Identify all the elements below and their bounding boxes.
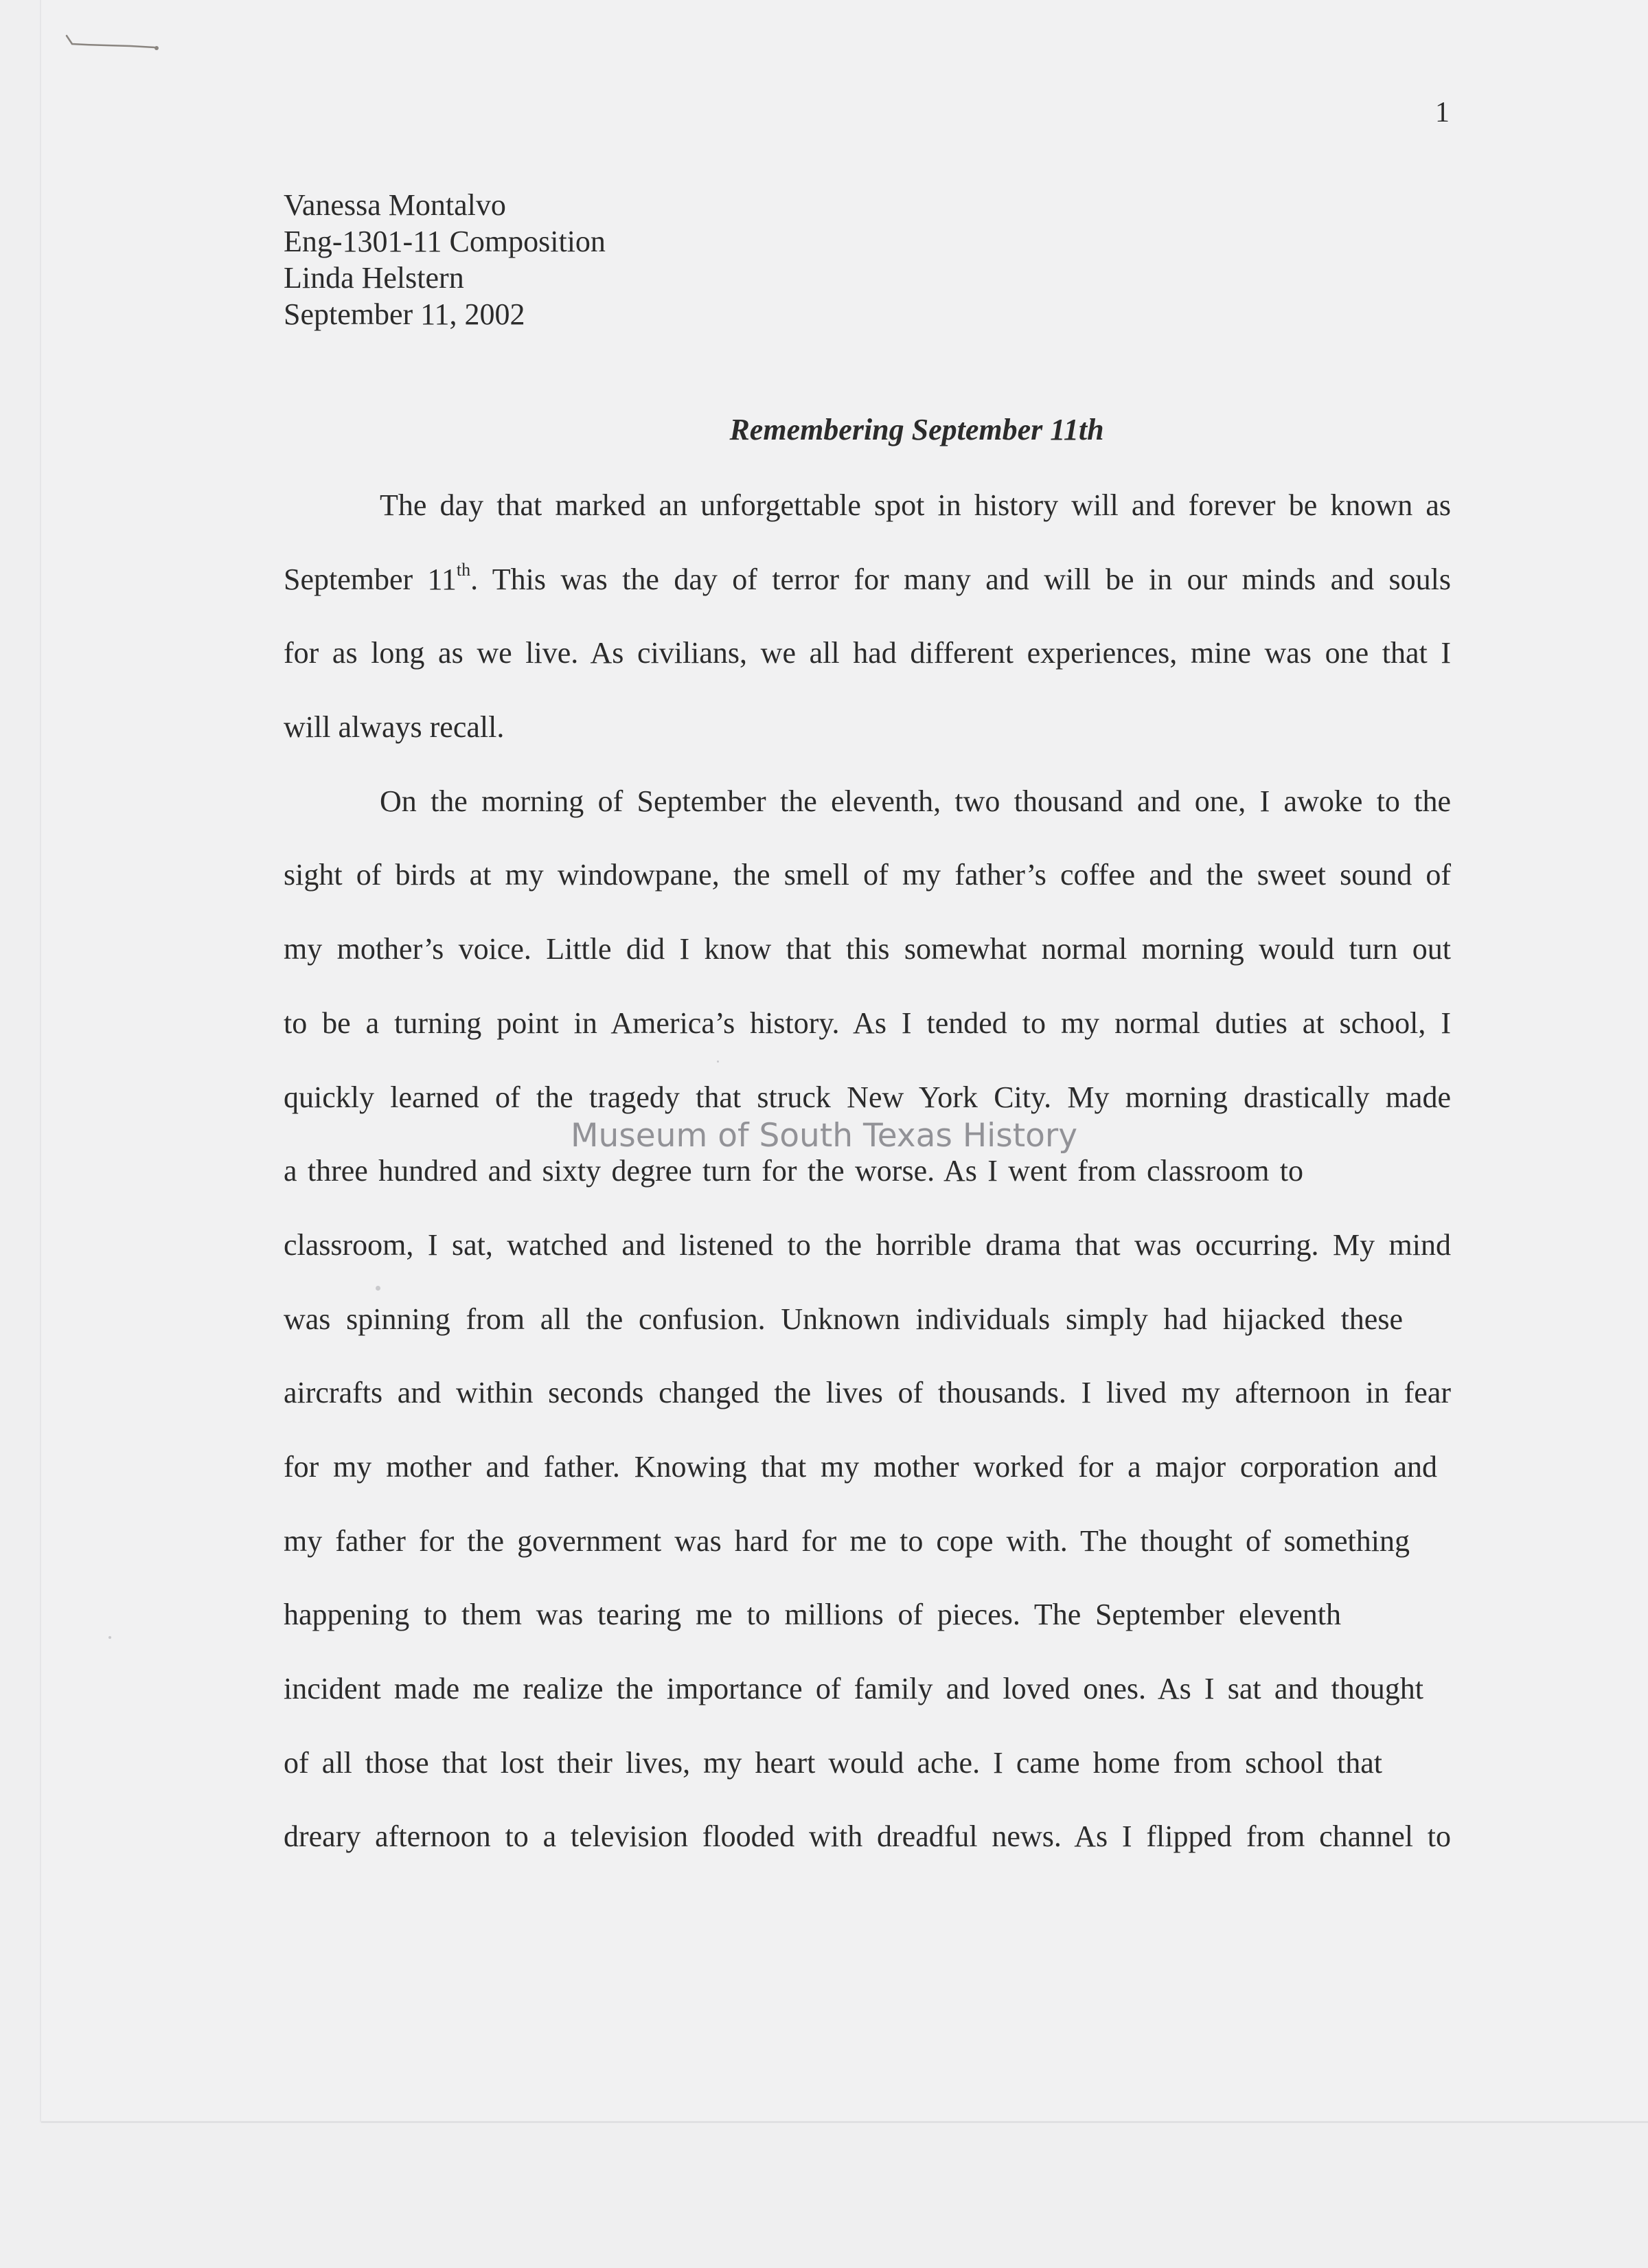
text-line: dreary afternoon to a television flooded with dreadful news. As I flipped from channel to	[284, 1819, 1451, 1854]
text-line: for my mother and father. Knowing that my mother worked for a major corporation and	[284, 1449, 1437, 1484]
text-line: will always recall.	[284, 710, 505, 745]
superscript: th	[456, 559, 471, 580]
text-line: aircrafts and within seconds changed the lives of thousands. I lived my afternoon in fear	[284, 1376, 1451, 1410]
text-line: of all those that lost their lives, my heart would ache. I came home from school that	[284, 1745, 1382, 1780]
text-line: a three hundred and sixty degree turn for the worse. As I went from classroom to	[284, 1154, 1303, 1188]
text-line: was spinning from all the confusion. Unknown individuals simply had hijacked these	[284, 1302, 1403, 1336]
paper-left-edge	[40, 0, 41, 2122]
text-line: On the morning of September the eleventh, two thousand and one, I awoke to the	[380, 784, 1451, 818]
essay-body	[284, 485, 1451, 1890]
text-line	[284, 559, 1451, 633]
text-line: classroom, I sat, watched and listened to the horrible drama that was occurring. My mind	[284, 1227, 1451, 1262]
text-segment: September 11	[284, 562, 457, 596]
text-line: happening to them was tearing me to millions of pieces. The September eleventh	[284, 1598, 1341, 1632]
course-name: Eng-1301-11 Composition	[284, 225, 606, 258]
text-line: to be a turning point in America’s history. As I tended to my normal duties at school, I	[284, 1006, 1451, 1040]
author-name: Vanessa Montalvo	[284, 188, 506, 222]
essay-date: September 11, 2002	[284, 297, 525, 331]
text-line: sight of birds at my windowpane, the smell of my father’s coffee and the sweet sound of	[284, 858, 1451, 892]
text-segment: . This was the day of terror for many and will be in our minds and souls	[470, 562, 1451, 596]
text-line: for as long as we live. As civilians, we all had different experiences, mine was one that I	[284, 636, 1451, 670]
essay-title: Remembering September 11th	[729, 413, 1104, 446]
text-line: quickly learned of the tragedy that struck New York City. My morning drastically made	[284, 1080, 1451, 1114]
text-line: The day that marked an unforgettable spot in history will and forever be known as	[380, 488, 1451, 522]
page-number: 1	[1435, 97, 1450, 128]
paper-bottom-edge	[41, 2121, 1648, 2123]
scan-speck	[108, 1636, 111, 1639]
museum-watermark: Museum of South Texas History	[570, 1117, 1078, 1155]
text-line: incident made me realize the importance of family and loved ones. As I sat and thought	[284, 1672, 1423, 1705]
header-block	[284, 187, 606, 332]
instructor-name: Linda Helstern	[284, 261, 464, 295]
text-line: my mother’s voice. Little did I know that this somewhat normal morning would turn out	[284, 932, 1451, 966]
staple-mark-icon	[65, 33, 161, 54]
text-line: my father for the government was hard for me to cope with. The thought of something	[284, 1523, 1410, 1558]
